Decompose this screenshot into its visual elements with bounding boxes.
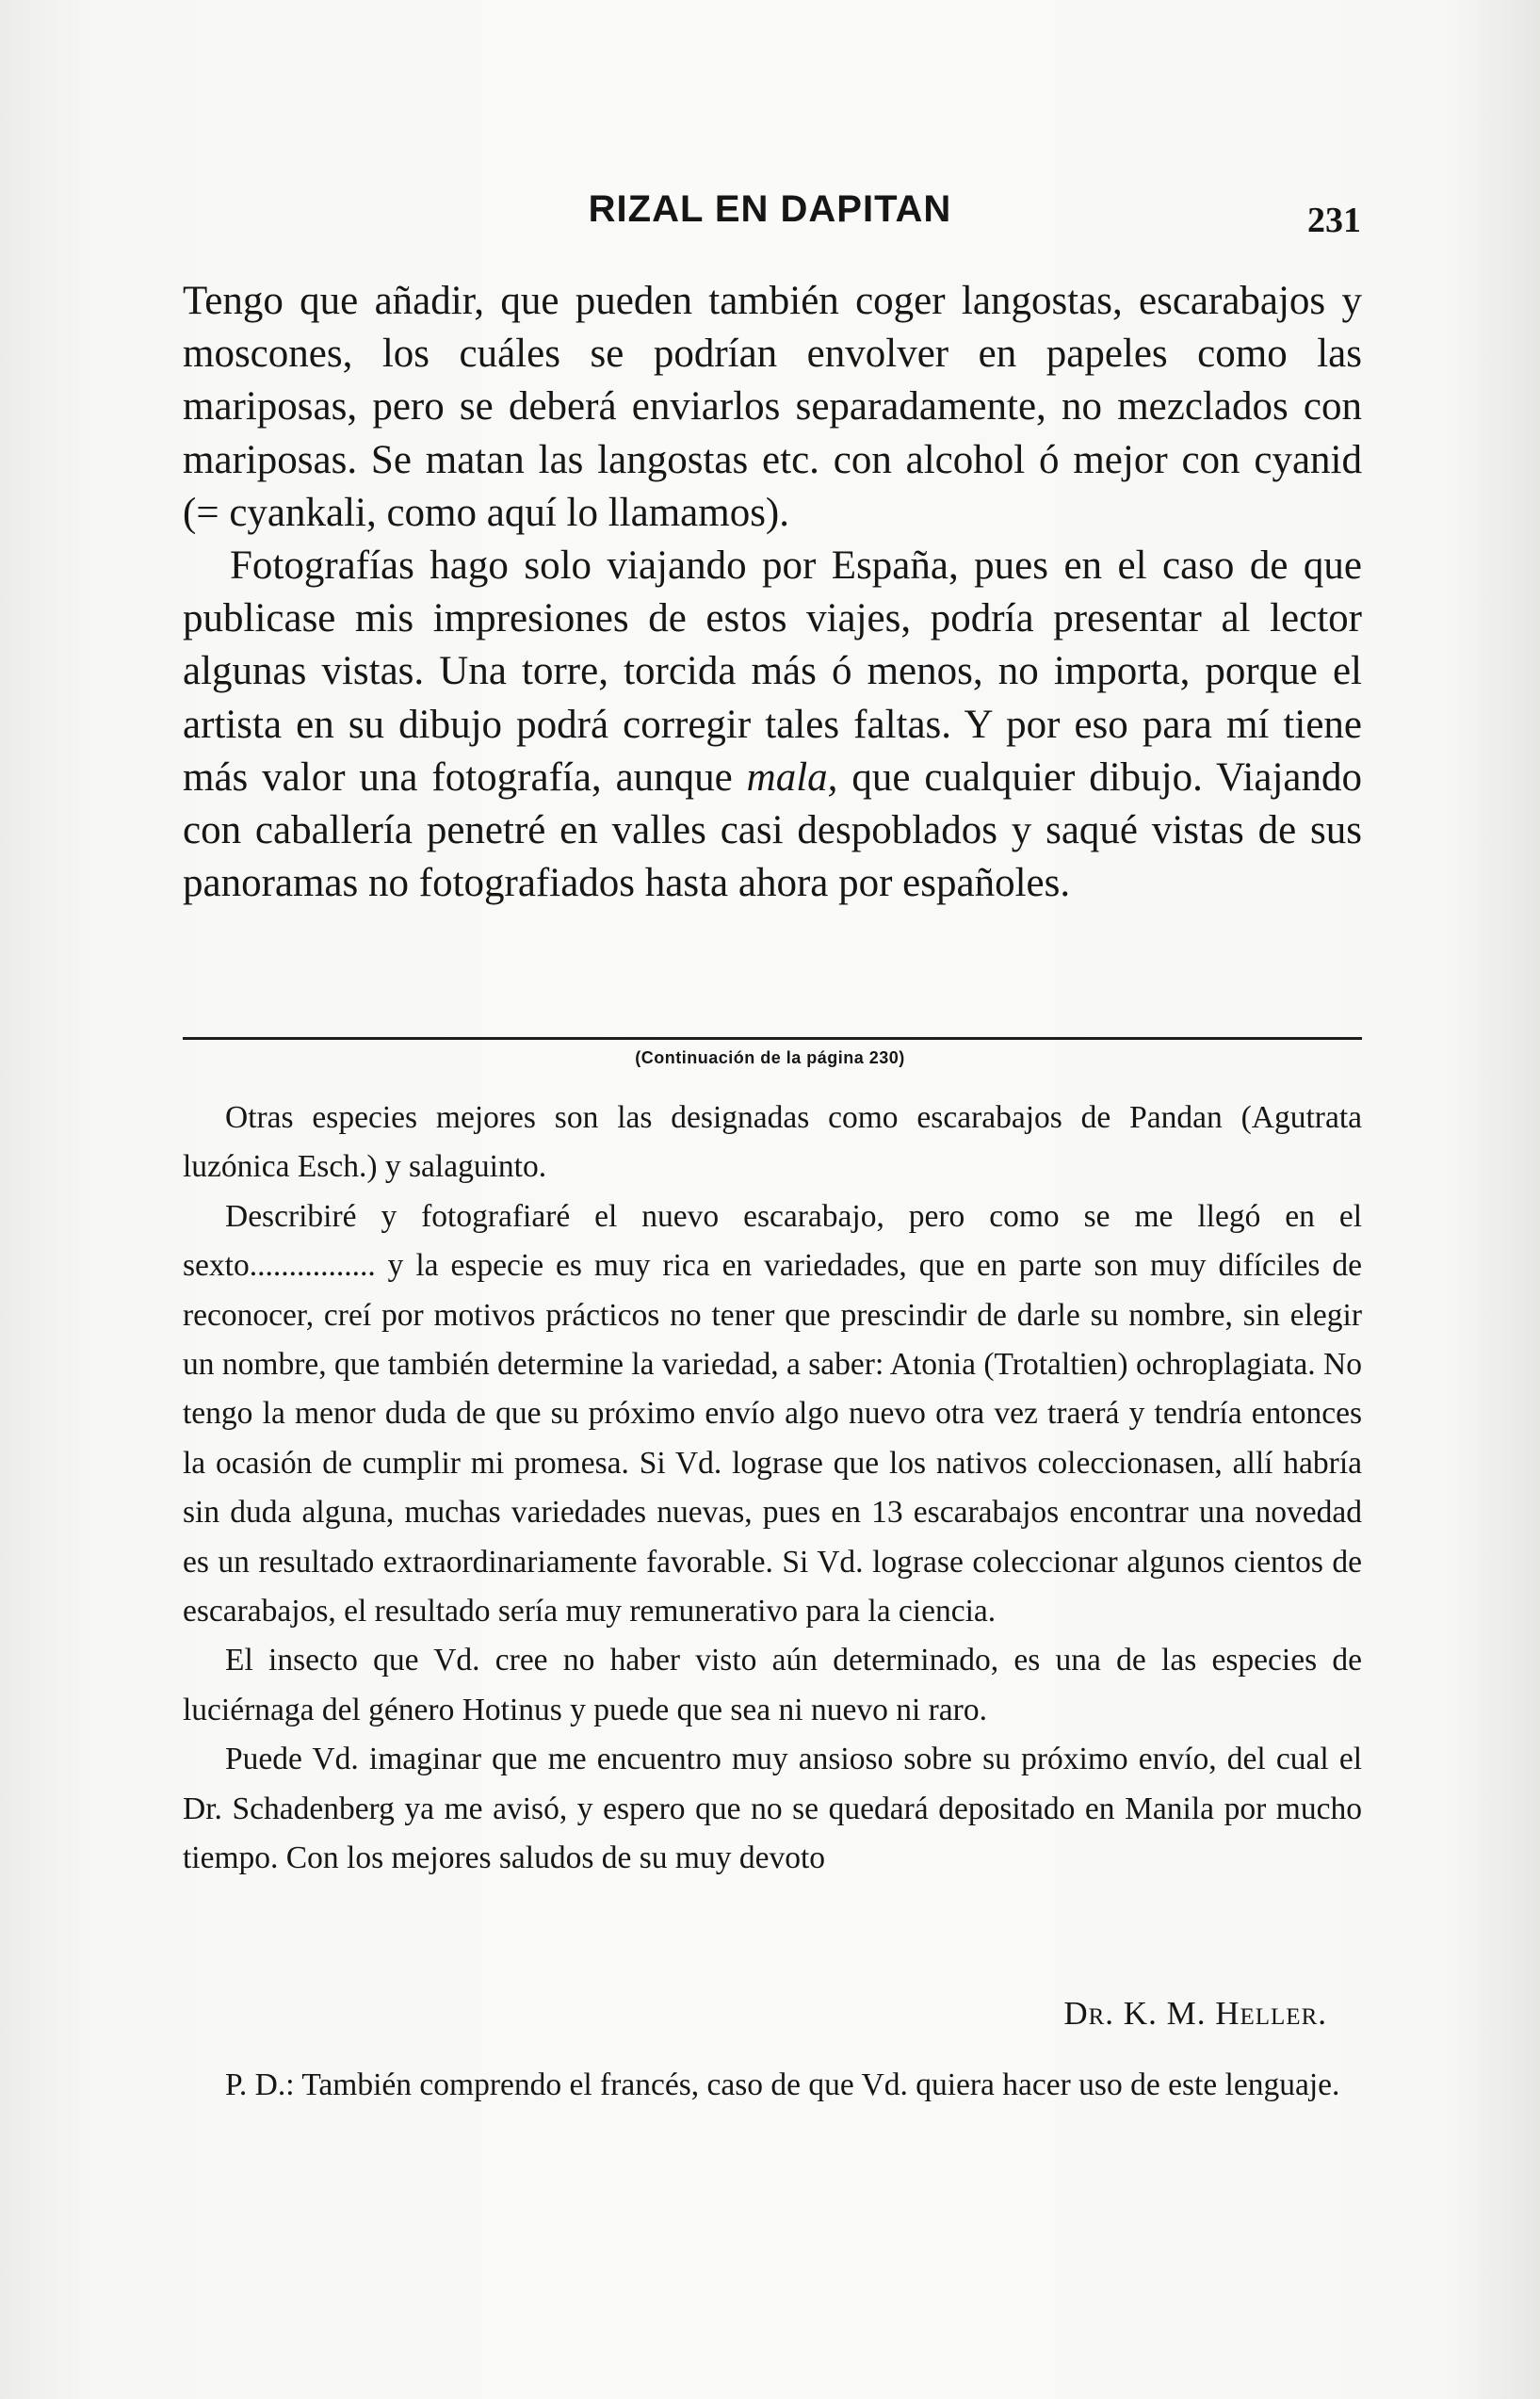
main-paragraph [183,540,1362,910]
signature: Dr. K. M. Heller. [1063,1995,1327,2032]
footnote-paragraph: Otras especies mejores son las designadas como escarabajos de Pandan (Agutrata luzónica Esch.) y salaguinto. [183,1100,1362,1185]
running-header: RIZAL EN DAPITAN [588,188,952,230]
paragraph-text: que cualquier dibujo. Viajando con caballería penetré en valles casi despoblados y saqué vistas de sus panoramas no fotografiados hasta ahora por españoles. [183,754,1362,906]
postscript-text: P. D.: También comprendo el francés, caso de que Vd. quiera hacer uso de este lenguaje. [225,2067,1340,2102]
paragraph-text: Fotografías hago solo viajando por España, pues en el caso de que publicase mis impresiones de estos viajes, podría presentar al lector algunas vistas. Una torre, torcida más ó menos, no importa, porque el artista en su dibujo podrá corregir tales faltas. Y por eso para mí tiene más valor una fotografía, aunque [183,543,1362,800]
footnote-body [183,1094,1362,1884]
italic-word: mala, [746,754,838,800]
page-number: 231 [1307,201,1361,240]
continuation-note: (Continuación de la página 230) [635,1048,905,1067]
postscript [183,2061,1362,2110]
main-paragraph: Tengo que añadir, que pueden también coger langostas, escarabajos y moscones, los cuáles se podrían envolver en papeles como las mariposas, pero se deberá enviarlos separadamente, no mezclados con mariposas. Se matan las langostas etc. con alcohol ó mejor con cyanid (= cyankali, como aquí lo llamamos). [183,279,1362,535]
footnote-paragraph: Puede Vd. imaginar que me encuentro muy ansioso sobre su próximo envío, del cual el Dr. Schadenberg ya me avisó, y espero que no se quedará depositado en Manila por mucho tiempo. Con los mejores saludos de su muy devoto [183,1742,1362,1876]
footnote-divider [183,1037,1362,1040]
main-text-body [183,275,1362,910]
footnote-paragraph: El insecto que Vd. cree no haber visto aún determinado, es una de las especies de luciérnaga del género Hotinus y puede que sea ni nuevo ni raro. [183,1643,1362,1727]
footnote-paragraph: Describiré y fotografiaré el nuevo escarabajo, pero como se me llegó en el sexto................ y la especie es muy rica en variedades, que en parte son muy difíciles de reconocer, creí por motivos prácticos no tener que prescindir de darle su nombre, sin elegir un nombre, que también determine la variedad, a saber: Atonia (Trotaltien) ochroplagiata. No tengo la menor duda de que su próximo envío algo nuevo otra vez traerá y tendría entonces la ocasión de cumplir mi promesa. Si Vd. lograse que los nativos coleccionasen, allí habría sin duda alguna, muchas variedades nuevas, pues en 13 escarabajos encontrar una novedad es un resultado extraordinariamente favorable. Si Vd. lograse coleccionar algunos cientos de escarabajos, el resultado sería muy remunerativo para la ciencia. [183,1198,1362,1629]
